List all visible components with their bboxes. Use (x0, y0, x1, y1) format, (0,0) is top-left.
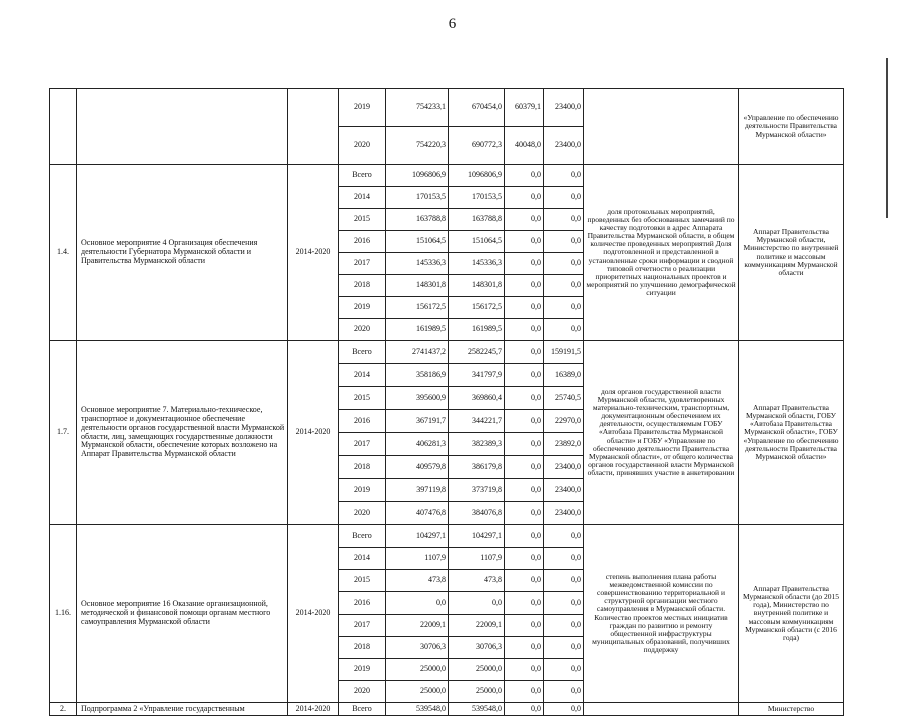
federal-budget-cell: 0,0 (505, 209, 544, 231)
table-row (50, 341, 844, 364)
regional-budget-cell: 473,8 (449, 570, 505, 592)
federal-budget-cell: 0,0 (505, 341, 544, 364)
executor-cell: «Управление по обеспечению деятельности Правительства Мурманской области» (739, 89, 844, 165)
federal-budget-cell: 60379,1 (505, 89, 544, 127)
year-cell: 2016 (339, 410, 386, 433)
year-cell: 2017 (339, 615, 386, 637)
federal-budget-cell: 0,0 (505, 615, 544, 637)
table-row (50, 525, 844, 548)
year-cell: 2020 (339, 681, 386, 703)
total-value-cell: 409579,8 (386, 456, 449, 479)
federal-budget-cell: 0,0 (505, 410, 544, 433)
total-value-cell: 397119,8 (386, 479, 449, 502)
total-value-cell: 406281,3 (386, 433, 449, 456)
item-number: 1.7. (50, 341, 77, 525)
item-name: Основное мероприятие 16 Оказание организационной, методической и финансовой помощи органам местного самоуправления Мурманской области (77, 525, 288, 703)
regional-budget-cell: 344221,7 (449, 410, 505, 433)
regional-budget-cell: 369860,4 (449, 387, 505, 410)
federal-budget-cell: 0,0 (505, 525, 544, 548)
item-name: Подпрограмма 2 «Управление государственным (77, 703, 288, 716)
total-value-cell: 170153,5 (386, 187, 449, 209)
item-name: Основное мероприятие 7. Материально-техническое, транспортное и документационное обеспечение деятельности органов государственной власти Мурманской области, лиц, замещающих государственные должности Мурманской области, обеспечение которых возложено на Аппарат Правительства Мурманской области (77, 341, 288, 525)
other-sources-cell: 0,0 (544, 253, 584, 275)
regional-budget-cell: 156172,5 (449, 297, 505, 319)
total-value-cell: 2741437,2 (386, 341, 449, 364)
regional-budget-cell: 2582245,7 (449, 341, 505, 364)
federal-budget-cell: 0,0 (505, 275, 544, 297)
federal-budget-cell: 0,0 (505, 433, 544, 456)
year-cell: Всего (339, 525, 386, 548)
total-value-cell: 145336,3 (386, 253, 449, 275)
year-cell: 2019 (339, 89, 386, 127)
item-period: 2014-2020 (288, 341, 339, 525)
item-number: 1.4. (50, 165, 77, 341)
total-value-cell: 1107,9 (386, 548, 449, 570)
page-number: 6 (448, 16, 457, 32)
other-sources-cell: 0,0 (544, 209, 584, 231)
executor-cell: Министерство (739, 703, 844, 716)
year-cell: 2019 (339, 659, 386, 681)
program-table (49, 88, 844, 716)
indicator-cell: доля протокольных мероприятий, проведенных без обоснованных замечаний по качеству подготовки в адрес Аппарата Правительства Мурманской области, в общем количестве проведенных мероприятий Доля подготовленной и представленной в установленные сроки информации и сводной типовой отчетности о реализации приоритетных национальных проектов и мероприятий по улучшению демографической ситуации (584, 165, 739, 341)
total-value-cell: 754220,3 (386, 127, 449, 165)
item-period: 2014-2020 (288, 165, 339, 341)
other-sources-cell: 23400,0 (544, 127, 584, 165)
year-cell: 2019 (339, 297, 386, 319)
other-sources-cell: 0,0 (544, 659, 584, 681)
federal-budget-cell: 0,0 (505, 297, 544, 319)
federal-budget-cell: 0,0 (505, 187, 544, 209)
total-value-cell: 104297,1 (386, 525, 449, 548)
indicator-cell: доля органов государственной власти Мурманской области, удовлетворенных материально-техническим, транспортным, документационным обеспечением их деятельности, осуществляемым ГОБУ «Автобаза Правительства Мурманской области» и ГОБУ «Управление по обеспечению деятельности Правительства Мурманской области», от общего количества органов государственной власти Мурманской области, принявших участие в анкетировании (584, 341, 739, 525)
year-cell: 2016 (339, 592, 386, 615)
scan-edge-mark (886, 58, 888, 218)
year-cell: 2015 (339, 570, 386, 592)
federal-budget-cell: 0,0 (505, 659, 544, 681)
year-cell: 2017 (339, 253, 386, 275)
other-sources-cell: 0,0 (544, 570, 584, 592)
total-value-cell: 754233,1 (386, 89, 449, 127)
item-period: 2014-2020 (288, 703, 339, 716)
regional-budget-cell: 690772,3 (449, 127, 505, 165)
total-value-cell: 148301,8 (386, 275, 449, 297)
regional-budget-cell: 25000,0 (449, 681, 505, 703)
federal-budget-cell: 0,0 (505, 479, 544, 502)
regional-budget-cell: 1096806,9 (449, 165, 505, 187)
federal-budget-cell: 0,0 (505, 165, 544, 187)
other-sources-cell: 25740,5 (544, 387, 584, 410)
other-sources-cell: 0,0 (544, 592, 584, 615)
item-number: 2. (50, 703, 77, 716)
total-value-cell: 367191,7 (386, 410, 449, 433)
federal-budget-cell: 0,0 (505, 319, 544, 341)
federal-budget-cell: 0,0 (505, 592, 544, 615)
regional-budget-cell: 104297,1 (449, 525, 505, 548)
regional-budget-cell: 382389,3 (449, 433, 505, 456)
other-sources-cell: 23892,0 (544, 433, 584, 456)
total-value-cell: 163788,8 (386, 209, 449, 231)
other-sources-cell: 22970,0 (544, 410, 584, 433)
other-sources-cell: 23400,0 (544, 502, 584, 525)
indicator-cell (584, 89, 739, 165)
total-value-cell: 1096806,9 (386, 165, 449, 187)
regional-budget-cell: 30706,3 (449, 637, 505, 659)
regional-budget-cell: 151064,5 (449, 231, 505, 253)
executor-cell: Аппарат Правительства Мурманской области, Министерство по внутренней политике и массовым коммуникациям Мурманской области (739, 165, 844, 341)
year-cell: Всего (339, 165, 386, 187)
item-name (77, 89, 288, 165)
federal-budget-cell: 0,0 (505, 570, 544, 592)
regional-budget-cell: 170153,5 (449, 187, 505, 209)
total-value-cell: 156172,5 (386, 297, 449, 319)
total-value-cell: 0,0 (386, 592, 449, 615)
total-value-cell: 407476,8 (386, 502, 449, 525)
year-cell: 2020 (339, 502, 386, 525)
other-sources-cell: 23400,0 (544, 89, 584, 127)
federal-budget-cell: 0,0 (505, 456, 544, 479)
regional-budget-cell: 373719,8 (449, 479, 505, 502)
year-cell: 2018 (339, 456, 386, 479)
regional-budget-cell: 25000,0 (449, 659, 505, 681)
other-sources-cell: 0,0 (544, 615, 584, 637)
total-value-cell: 25000,0 (386, 659, 449, 681)
total-value-cell: 22009,1 (386, 615, 449, 637)
regional-budget-cell: 670454,0 (449, 89, 505, 127)
other-sources-cell: 0,0 (544, 681, 584, 703)
table-row (50, 89, 844, 127)
regional-budget-cell: 539548,0 (449, 703, 505, 716)
federal-budget-cell: 0,0 (505, 364, 544, 387)
year-cell: 2014 (339, 548, 386, 570)
other-sources-cell: 23400,0 (544, 479, 584, 502)
total-value-cell: 151064,5 (386, 231, 449, 253)
other-sources-cell: 0,0 (544, 548, 584, 570)
year-cell: Всего (339, 703, 386, 716)
item-number (50, 89, 77, 165)
year-cell: 2017 (339, 433, 386, 456)
federal-budget-cell: 0,0 (505, 231, 544, 253)
executor-cell: Аппарат Правительства Мурманской области, ГОБУ «Автобаза Правительства Мурманской области», ГОБУ «Управление по обеспечению деятельности Правительства Мурманской области» (739, 341, 844, 525)
item-period (288, 89, 339, 165)
regional-budget-cell: 384076,8 (449, 502, 505, 525)
year-cell: 2015 (339, 387, 386, 410)
year-cell: 2018 (339, 275, 386, 297)
regional-budget-cell: 145336,3 (449, 253, 505, 275)
item-number: 1.16. (50, 525, 77, 703)
other-sources-cell: 0,0 (544, 703, 584, 716)
total-value-cell: 539548,0 (386, 703, 449, 716)
other-sources-cell: 0,0 (544, 187, 584, 209)
other-sources-cell: 0,0 (544, 319, 584, 341)
regional-budget-cell: 1107,9 (449, 548, 505, 570)
other-sources-cell: 0,0 (544, 275, 584, 297)
regional-budget-cell: 148301,8 (449, 275, 505, 297)
year-cell: 2015 (339, 209, 386, 231)
other-sources-cell: 0,0 (544, 637, 584, 659)
other-sources-cell: 159191,5 (544, 341, 584, 364)
federal-budget-cell: 0,0 (505, 548, 544, 570)
item-period: 2014-2020 (288, 525, 339, 703)
other-sources-cell: 0,0 (544, 525, 584, 548)
total-value-cell: 30706,3 (386, 637, 449, 659)
year-cell: 2019 (339, 479, 386, 502)
year-cell: 2016 (339, 231, 386, 253)
total-value-cell: 358186,9 (386, 364, 449, 387)
regional-budget-cell: 163788,8 (449, 209, 505, 231)
table-row (50, 165, 844, 187)
indicator-cell (584, 703, 739, 716)
total-value-cell: 25000,0 (386, 681, 449, 703)
federal-budget-cell: 40048,0 (505, 127, 544, 165)
year-cell: 2018 (339, 637, 386, 659)
regional-budget-cell: 341797,9 (449, 364, 505, 387)
indicator-cell: степень выполнения плана работы межведомственной комиссии по совершенствованию территориальной и структурной организации местного самоуправления в Мурманской области. Количество проектов местных инициатив граждан по развитию и ремонту общественной инфраструктуры муниципальных образований, получивших поддержку (584, 525, 739, 703)
other-sources-cell: 16389,0 (544, 364, 584, 387)
regional-budget-cell: 22009,1 (449, 615, 505, 637)
table-row (50, 703, 844, 716)
year-cell: Всего (339, 341, 386, 364)
regional-budget-cell: 161989,5 (449, 319, 505, 341)
total-value-cell: 161989,5 (386, 319, 449, 341)
federal-budget-cell: 0,0 (505, 637, 544, 659)
other-sources-cell: 0,0 (544, 231, 584, 253)
federal-budget-cell: 0,0 (505, 703, 544, 716)
total-value-cell: 395600,9 (386, 387, 449, 410)
year-cell: 2014 (339, 364, 386, 387)
federal-budget-cell: 0,0 (505, 253, 544, 275)
other-sources-cell: 0,0 (544, 165, 584, 187)
federal-budget-cell: 0,0 (505, 502, 544, 525)
other-sources-cell: 23400,0 (544, 456, 584, 479)
item-name: Основное мероприятие 4 Организация обеспечения деятельности Губернатора Мурманской области и Правительства Мурманской области (77, 165, 288, 341)
year-cell: 2020 (339, 319, 386, 341)
regional-budget-cell: 386179,8 (449, 456, 505, 479)
executor-cell: Аппарат Правительства Мурманской области (до 2015 года), Министерство по внутренней политике и массовым коммуникациям Мурманской области (с 2016 года) (739, 525, 844, 703)
year-cell: 2014 (339, 187, 386, 209)
federal-budget-cell: 0,0 (505, 387, 544, 410)
federal-budget-cell: 0,0 (505, 681, 544, 703)
other-sources-cell: 0,0 (544, 297, 584, 319)
regional-budget-cell: 0,0 (449, 592, 505, 615)
year-cell: 2020 (339, 127, 386, 165)
total-value-cell: 473,8 (386, 570, 449, 592)
